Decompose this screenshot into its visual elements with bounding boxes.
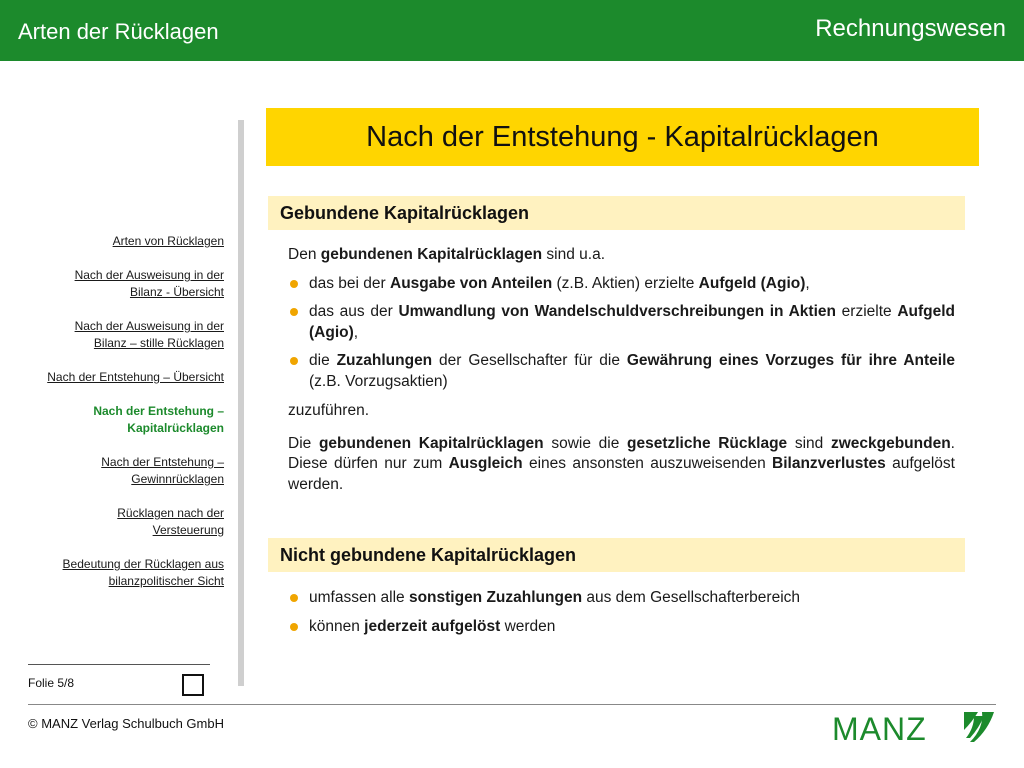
copyright-text: © MANZ Verlag Schulbuch GmbH [28,716,224,731]
nav-item-bilanzpolitische-sicht[interactable]: Bedeutung der Rücklagen aus bilanzpolitischer Sicht [62,557,224,588]
bullet-icon [290,594,298,602]
slide-title: Nach der Entstehung - Kapitalrücklagen [266,108,979,166]
side-navigation [0,233,224,607]
bullet-icon [290,357,298,365]
nav-item-entstehung-uebersicht[interactable]: Nach der Entstehung – Übersicht [47,370,224,384]
nav-item-arten-von-ruecklagen[interactable]: Arten von Rücklagen [112,234,224,248]
list-item: das bei der Ausgabe von Anteilen (z.B. Aktien) erzielte Aufgeld (Agio), [288,274,955,295]
intro-text: Den gebundenen Kapitalrücklagen sind u.a. [288,246,606,263]
nav-item-versteuerung[interactable]: Rücklagen nach der Versteuerung [117,506,224,537]
list-item: können jederzeit aufgelöst werden [288,617,955,638]
bullet-icon [290,280,298,288]
bullet-list-nicht-gebundene [288,588,955,637]
nav-item-entstehung-kapitalruecklagen[interactable]: Nach der Entstehung – Kapitalrücklagen [93,404,224,435]
manz-logo [832,708,997,744]
logo-swoosh-icon [964,712,994,742]
vertical-divider [238,120,244,686]
bottom-divider [28,704,996,705]
bullet-list-gebundene [288,274,955,393]
zweckgebunden-paragraph: Die gebundenen Kapitalrücklagen sowie die gesetzliche Rücklage sind zweckgebunden. Diese dürfen nur zum Ausgleich eines ansonsten auszuweisenden Bilanzverlustes aufgelöst werden. [288,434,955,493]
section-heading-gebundene: Gebundene Kapitalrücklagen [268,196,965,230]
section-content-nicht-gebundene [288,580,955,637]
footer-divider [28,664,210,665]
header-bar [0,0,1024,61]
section-content-gebundene [288,245,955,495]
list-item: die Zuzahlungen der Gesellschafter für die Gewährung eines Vorzuges für ihre Anteile (z.B. Vorzugsaktien) [288,351,955,392]
header-title: Arten der Rücklagen [18,19,219,44]
slide-counter: Folie 5/8 [28,676,75,690]
logo-text: MANZ [832,711,927,744]
header-brand: Rechnungswesen [815,15,1006,42]
nav-item-entstehung-gewinnruecklagen[interactable]: Nach der Entstehung – Gewinnrücklagen [101,455,224,486]
list-item: das aus der Umwandlung von Wandelschuldverschreibungen in Aktien erzielte Aufgeld (Agio), [288,302,955,343]
section-heading-nicht-gebundene: Nicht gebundene Kapitalrücklagen [268,538,965,572]
bullet-icon [290,623,298,631]
nav-item-ausweisung-uebersicht[interactable]: Nach der Ausweisung in der Bilanz - Übersicht [74,268,224,299]
nav-item-ausweisung-stille-ruecklagen[interactable]: Nach der Ausweisung in der Bilanz – stille Rücklagen [74,319,224,350]
outro-text: zuzuführen. [288,402,369,419]
list-item: umfassen alle sonstigen Zuzahlungen aus dem Gesellschafterbereich [288,588,955,609]
back-button-icon[interactable] [182,674,204,696]
bullet-icon [290,308,298,316]
